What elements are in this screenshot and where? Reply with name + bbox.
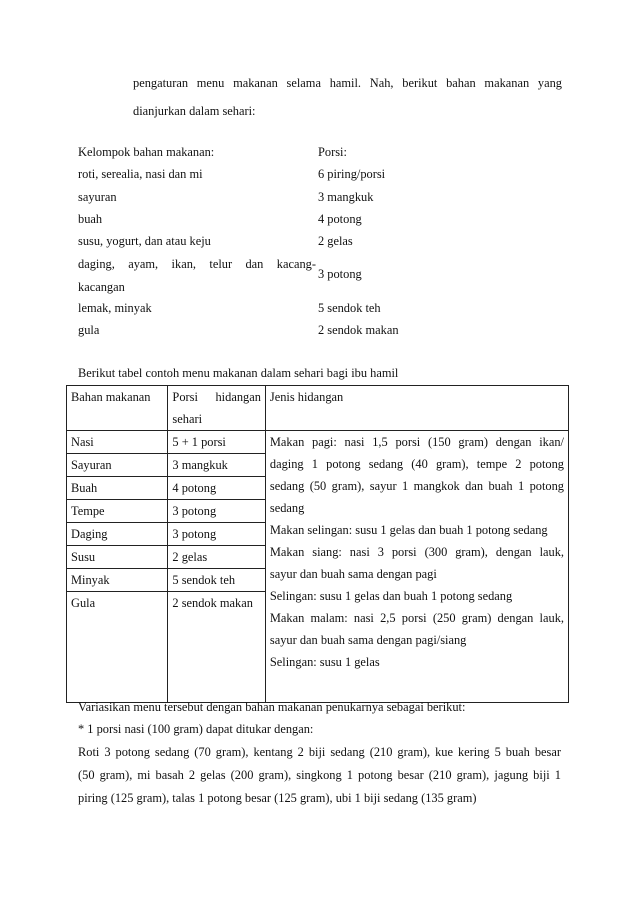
jenis-line: sedang: [269, 501, 305, 515]
portion-group: gula: [78, 323, 100, 337]
variation-line-4: (50 gram), mi basah 2 gelas (200 gram), singkong 1 potong besar (210 gram), jagung biji 1: [78, 768, 561, 782]
cell-porsi: 5 sendok teh: [168, 569, 265, 592]
cell-bahan: Susu: [67, 546, 168, 569]
intro-line-1: pengaturan menu makanan selama hamil. Nah, berikut bahan makanan yang: [133, 76, 562, 90]
cell-bahan: Daging: [67, 523, 168, 546]
cell-porsi: 4 potong: [168, 477, 265, 500]
portion-list-header-group: Kelompok bahan makanan:: [78, 145, 215, 159]
table-header-row: [67, 386, 569, 431]
portion-value: 2 sendok makan: [318, 323, 399, 337]
cell-porsi: 3 mangkuk: [168, 454, 265, 477]
portion-value: 3 potong: [318, 267, 362, 281]
header-bahan-makanan: Bahan makanan: [67, 386, 168, 431]
portion-list-header-portion: Porsi:: [318, 145, 347, 159]
intro-line-2: dianjurkan dalam sehari:: [133, 104, 256, 118]
jenis-line: sayur dan buah sama dengan pagi: [269, 567, 437, 581]
jenis-line: Selingan: susu 1 gelas: [269, 655, 380, 669]
portion-group: roti, serealia, nasi dan mi: [78, 167, 203, 181]
variation-line-1: Variasikan menu tersebut dengan bahan makanan penukarnya sebagai berikut:: [78, 700, 466, 714]
variation-line-2: * 1 porsi nasi (100 gram) dapat ditukar dengan:: [78, 722, 314, 736]
cell-bahan: Nasi: [67, 431, 168, 454]
header-porsi-line-1: Porsi hidangan: [172, 390, 261, 404]
cell-bahan: Buah: [67, 477, 168, 500]
portion-value: 6 piring/porsi: [318, 167, 386, 181]
table-row: [67, 431, 569, 454]
cell-porsi: 3 potong: [168, 523, 265, 546]
cell-bahan: Tempe: [67, 500, 168, 523]
cell-porsi: 3 potong: [168, 500, 265, 523]
cell-jenis-hidangan: [265, 431, 568, 703]
portion-group: buah: [78, 212, 103, 226]
jenis-line: Makan malam: nasi 2,5 porsi (250 gram) dengan lauk,: [269, 611, 564, 625]
menu-table: [66, 385, 569, 703]
cell-bahan: Gula: [67, 592, 168, 703]
cell-porsi: 2 gelas: [168, 546, 265, 569]
jenis-line: sayur dan buah sama dengan pagi/siang: [269, 633, 467, 647]
portion-value: 5 sendok teh: [318, 301, 381, 315]
variation-line-5: piring (125 gram), talas 1 potong besar (125 gram), ubi 1 biji sedang (135 gram): [78, 791, 477, 805]
table-caption: Berikut tabel contoh menu makanan dalam sehari bagi ibu hamil: [78, 366, 399, 380]
header-porsi-line-2: sehari: [172, 412, 203, 426]
portion-group: daging, ayam, ikan, telur dan kacang-: [78, 257, 316, 271]
portion-value: 4 potong: [318, 212, 362, 226]
variation-line-3: Roti 3 potong sedang (70 gram), kentang 2 biji sedang (210 gram), kue kering 5 buah besar: [78, 745, 561, 759]
jenis-line: Makan selingan: susu 1 gelas dan buah 1 potong sedang: [269, 523, 548, 537]
portion-value: 2 gelas: [318, 234, 353, 248]
cell-bahan: Minyak: [67, 569, 168, 592]
cell-porsi: 5 + 1 porsi: [168, 431, 265, 454]
portion-group: sayuran: [78, 190, 117, 204]
portion-group-continued: kacangan: [78, 280, 125, 294]
jenis-line: Selingan: susu 1 gelas dan buah 1 potong sedang: [269, 589, 513, 603]
jenis-line: sedang (50 gram), sayur 1 mangkok dan buah 1 potong: [269, 479, 564, 493]
portion-group: susu, yogurt, dan atau keju: [78, 234, 211, 248]
portion-value: 3 mangkuk: [318, 190, 374, 204]
jenis-line: daging 1 potong sedang (40 gram), tempe 2 potong: [269, 457, 564, 471]
header-porsi-hidangan: [168, 386, 265, 431]
header-jenis-hidangan: Jenis hidangan: [265, 386, 568, 431]
cell-porsi: 2 sendok makan: [168, 592, 265, 703]
cell-bahan: Sayuran: [67, 454, 168, 477]
jenis-line: Makan pagi: nasi 1,5 porsi (150 gram) dengan ikan/: [269, 435, 564, 449]
portion-group: lemak, minyak: [78, 301, 152, 315]
jenis-line: Makan siang: nasi 3 porsi (300 gram), dengan lauk,: [269, 545, 564, 559]
